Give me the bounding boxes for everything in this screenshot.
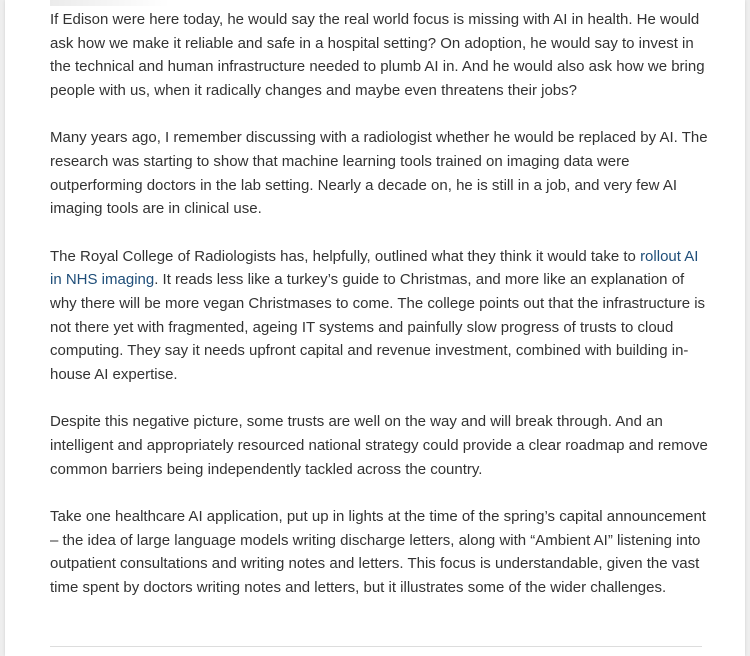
paragraph-negative-picture: Despite this negative picture, some trusts are well on the way and will break through. And an intelligent and appropriately resourced national strategy could provide a clear roadmap and remove common barriers being independently tackled across the country.	[50, 413, 708, 478]
paragraph-radiologist: Many years ago, I remember discussing with a radiologist whether he would be replaced by AI. The research was starting to show that machine learning tools trained on imaging data were outperforming doctors in the lab setting. Nearly a decade on, he is still in a job, and very few AI imaging tools are in clinical use.	[50, 129, 708, 218]
article-body	[50, 8, 710, 623]
section-divider	[50, 646, 702, 647]
top-edge-shadow	[50, 0, 170, 6]
paragraph-healthcare-ai-application: Take one healthcare AI application, put up in lights at the time of the spring’s capital announcement – the idea of large language models writing discharge letters, along with “Ambient AI” listening into outpatient consultations and writing notes and letters. This focus is understandable, given the vast time spent by doctors writing notes and letters, but it illustrates some of the wider challenges.	[50, 507, 706, 597]
article-page	[5, 0, 745, 656]
rollout-ai-nhs-imaging-link[interactable]: rollout AI in NHS imaging	[50, 247, 699, 289]
paragraph-royal-college	[50, 245, 710, 387]
paragraph-text-before-link: The Royal College of Radiologists has, helpfully, outlined what they think it would take to	[50, 247, 641, 265]
paragraph-edison: If Edison were here today, he would say the real world focus is missing with AI in health. He would ask how we make it reliable and safe in a hospital setting? On adoption, he would say to invest in the technical and human infrastructure needed to plumb AI in. And he would also ask how we bring people with us, when it radically changes and maybe even threatens their jobs?	[50, 11, 705, 100]
paragraph-text-after-link: . It reads less like a turkey’s guide to Christmas, and more like an explanation of why there will be more vegan Christmases to come. The college points out that the infrastructure is not there yet with fragmented, ageing IT systems and painfully slow progress of trusts to cloud computing. They say it needs upfront capital and revenue investment, combined with building in-house AI expertise.	[50, 271, 706, 384]
